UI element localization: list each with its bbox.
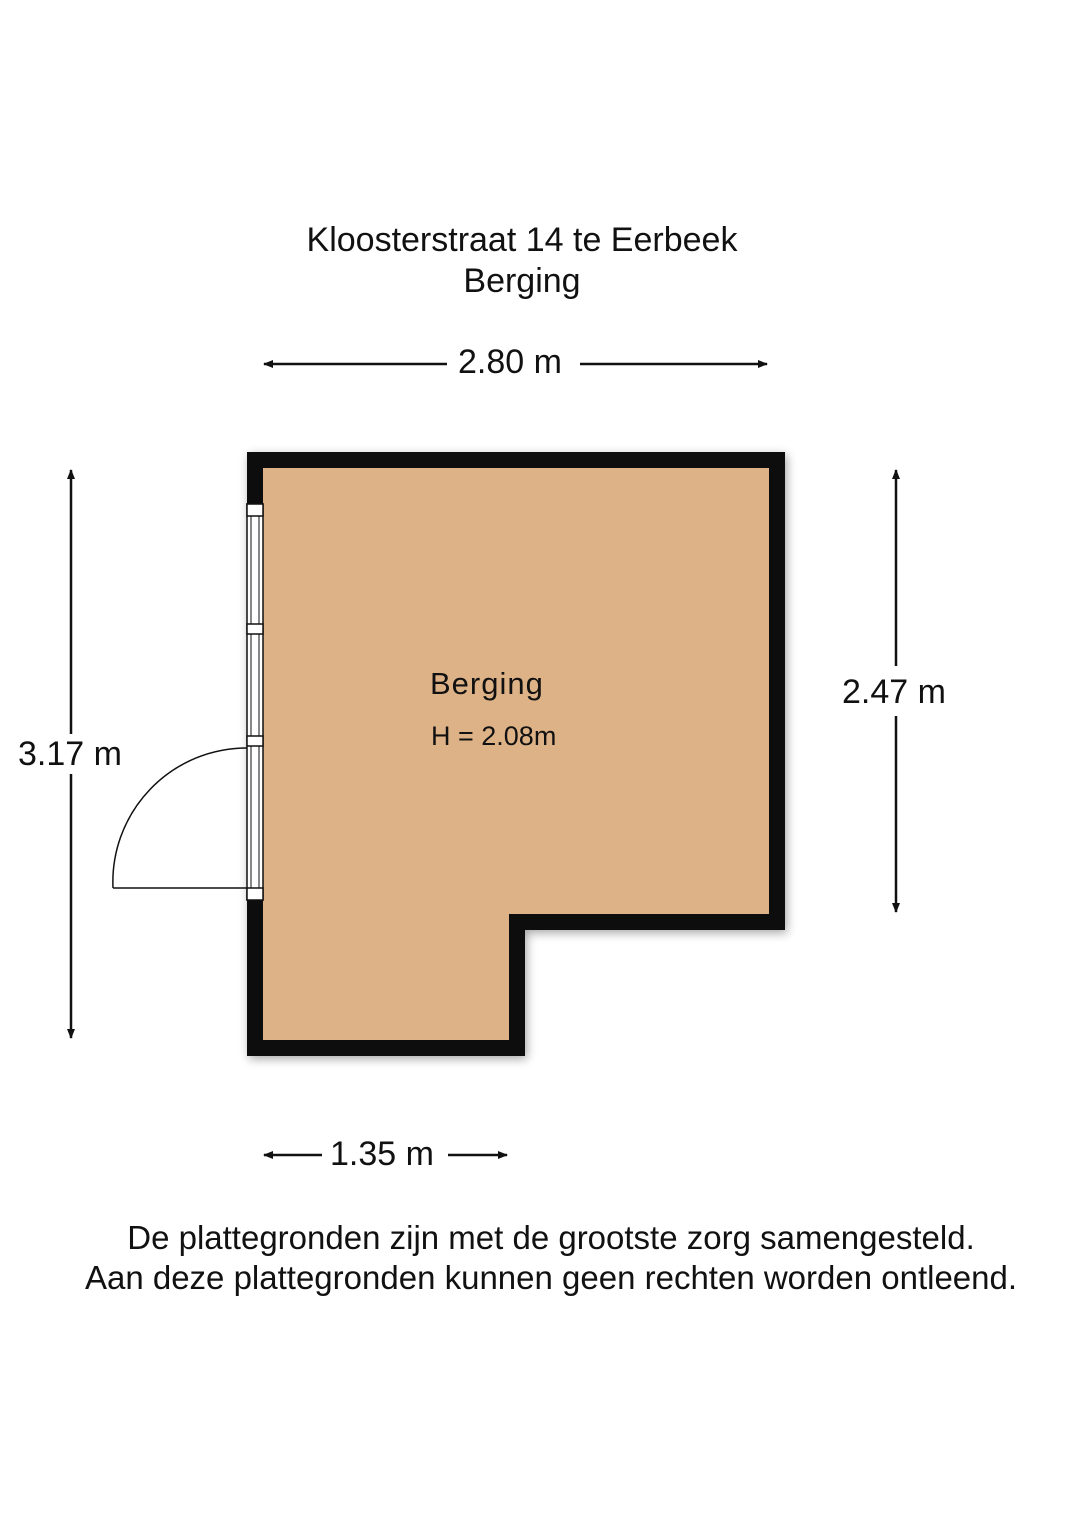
left-wall-windows [247,504,263,900]
plan-title: Kloosterstraat 14 te Eerbeek [306,221,738,259]
disclaimer-line-2: Aan deze plattegronden kunnen geen rechten worden ontleend. [84,1259,1018,1296]
door-swing [113,748,247,888]
room-name-label: Berging [430,666,544,701]
dimension-left-label: 3.17 m [12,734,128,774]
room-height-label: H = 2.08m [431,721,557,751]
disclaimer-line-1: De plattegronden zijn met de grootste zorg samengesteld. [127,1219,975,1256]
dimension-top-label: 2.80 m [452,342,568,382]
dimension-right-label: 2.47 m [836,672,952,712]
dimension-bottom-label: 1.35 m [324,1134,440,1174]
plan-subtitle: Berging [463,262,581,300]
